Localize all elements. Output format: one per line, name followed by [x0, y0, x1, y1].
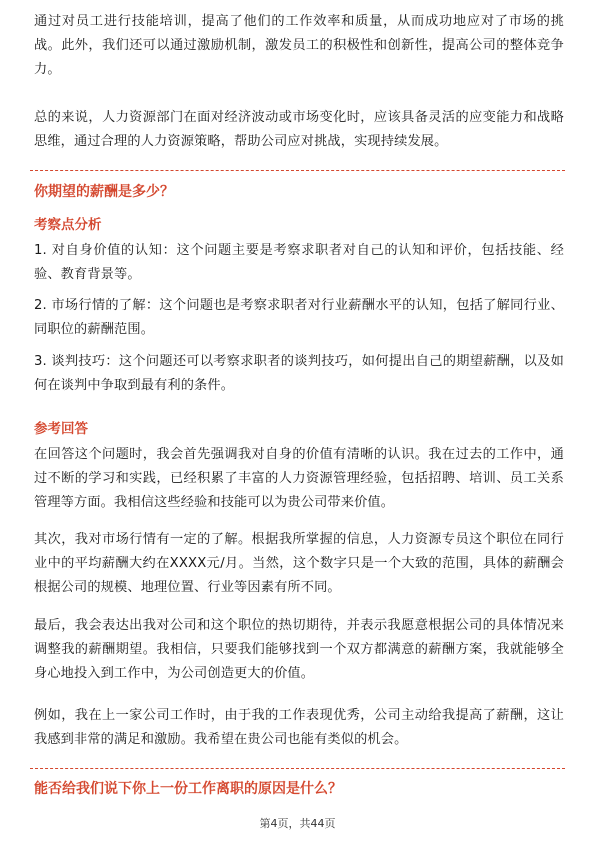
page-number: 第4页，共44页 [259, 817, 336, 830]
analysis-item-2: 2. 市场行情的了解：这个问题也是考察求职者对行业薪酬水平的认知，包括了解同行业、同职位的薪酬范围。 [34, 298, 564, 337]
answer-paragraph-3: 最后，我会表达出我对公司和这个职位的热切期待，并表示我愿意根据公司的具体情况来调整我的薪酬期望。我相信，只要我们能够找到一个双方都满意的薪酬方案，我就能够全身心地投入到工作中，为公司创造更大的价值。 [34, 618, 564, 681]
section-divider [30, 170, 565, 171]
intro-paragraph-2: 总的来说，人力资源部门在面对经济波动或市场变化时，应该具备灵活的应变能力和战略思维，通过合理的人力资源策略，帮助公司应对挑战，实现持续发展。 [34, 110, 564, 149]
next-question-title: 能否给我们说下你上一份工作离职的原因是什么？ [34, 781, 342, 797]
section-divider-2 [30, 768, 565, 769]
answer-heading: 参考回答 [34, 421, 88, 437]
answer-paragraph-4: 例如，我在上一家公司工作时，由于我的工作表现优秀，公司主动给我提高了薪酬，这让我感到非常的满足和激励。我希望在贵公司也能有类似的机会。 [34, 708, 564, 747]
analysis-item-3: 3. 谈判技巧：这个问题还可以考察求职者的谈判技巧，如何提出自己的期望薪酬，以及如何在谈判中争取到最有利的条件。 [34, 354, 564, 393]
intro-paragraph-1: 通过对员工进行技能培训，提高了他们的工作效率和质量，从而成功地应对了市场的挑战。此外，我们还可以通过激励机制，激发员工的积极性和创新性，提高公司的整体竞争力。 [34, 14, 564, 77]
analysis-item-1: 1. 对自身价值的认知：这个问题主要是考察求职者对自己的认知和评价，包括技能、经验、教育背景等。 [34, 243, 564, 282]
analysis-heading: 考察点分析 [34, 217, 102, 233]
answer-paragraph-1: 在回答这个问题时，我会首先强调我对自身的价值有清晰的认识。我在过去的工作中，通过不断的学习和实践，已经积累了丰富的人力资源管理经验，包括招聘、培训、员工关系管理等方面。我相信这些经验和技能可以为贵公司带来价值。 [34, 447, 564, 510]
answer-paragraph-2: 其次，我对市场行情有一定的了解。根据我所掌握的信息，人力资源专员这个职位在同行业中的平均薪酬大约在XXXX元/月。当然，这个数字只是一个大致的范围，具体的薪酬会根据公司的规模、地理位置、行业等因素有所不同。 [34, 532, 564, 595]
question-title: 你期望的薪酬是多少？ [34, 184, 174, 200]
